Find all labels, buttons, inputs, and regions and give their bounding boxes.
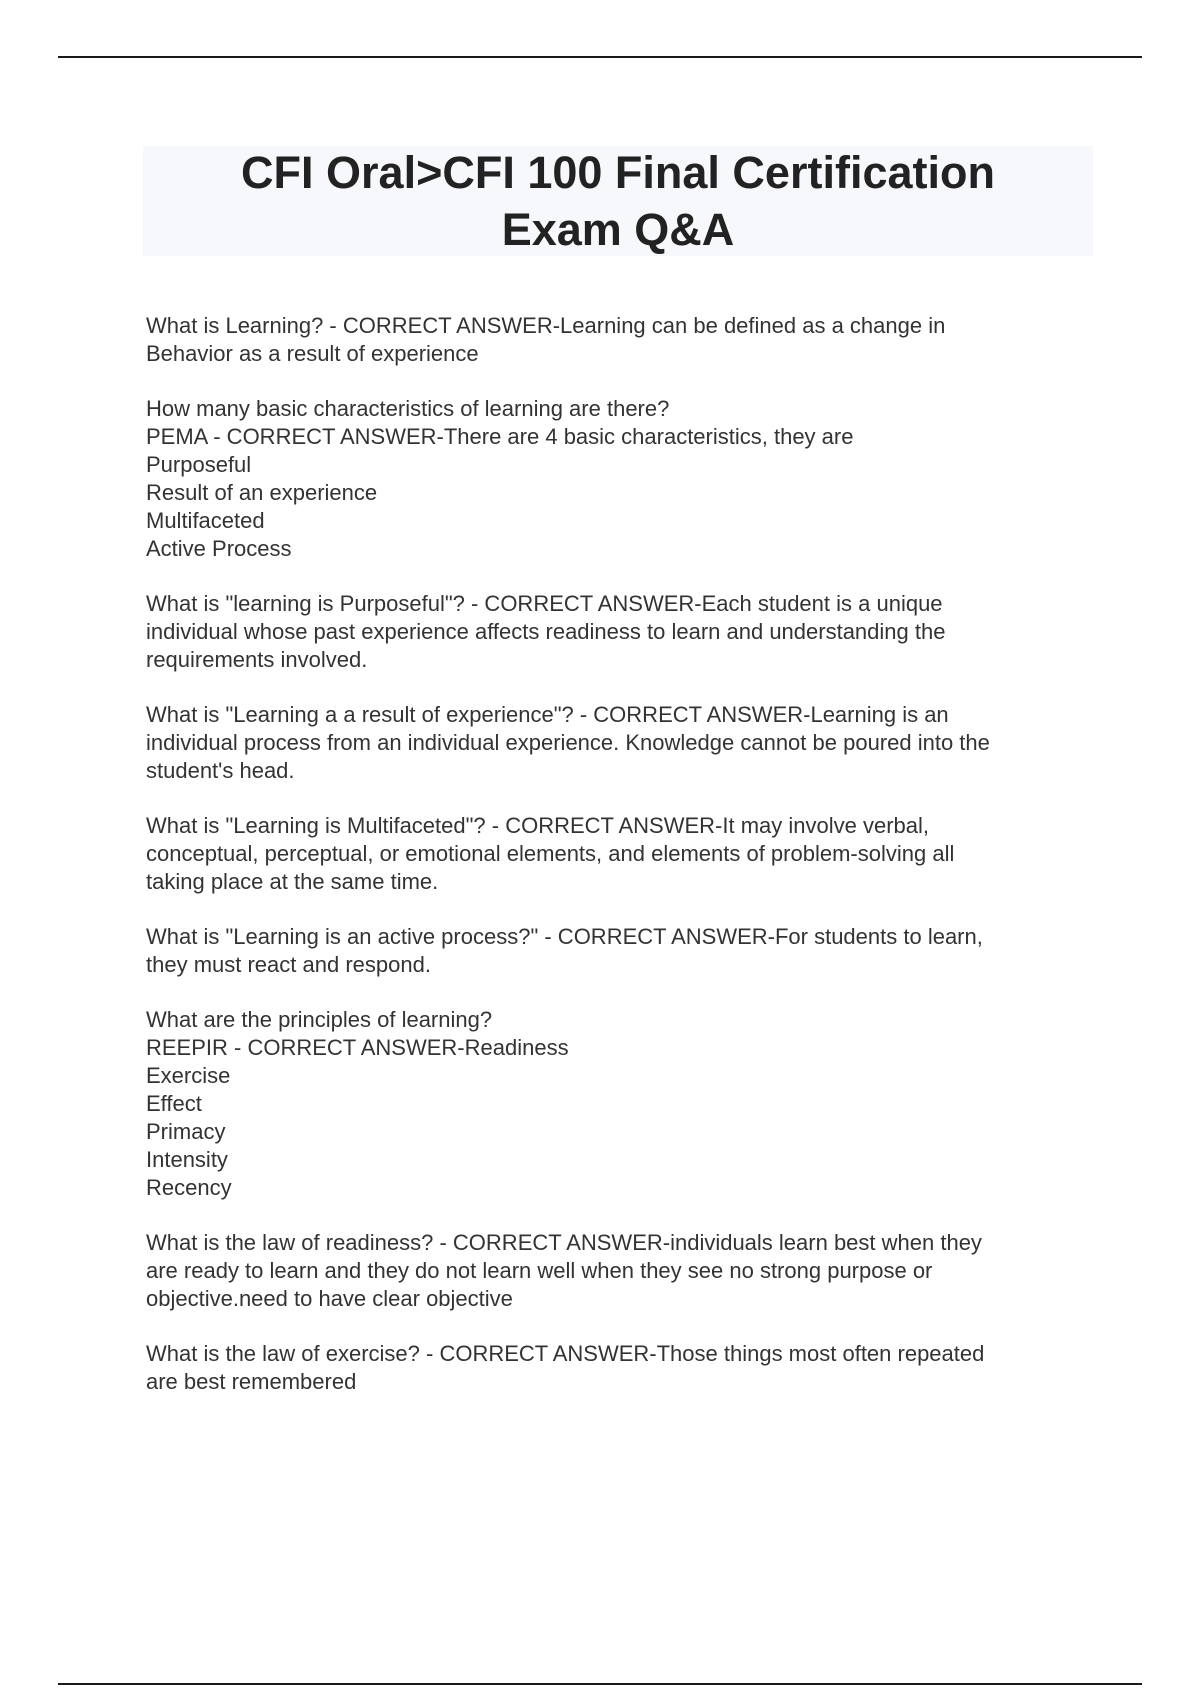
qa-line: individual process from an individual experience. Knowledge cannot be poured into the (146, 730, 990, 755)
qa-line: REEPIR - CORRECT ANSWER-Readiness (146, 1035, 569, 1060)
qa-line: Exercise (146, 1063, 231, 1088)
qa-list (146, 312, 1086, 1423)
qa-line: Multifaceted (146, 508, 265, 533)
qa-line: individual whose past experience affects readiness to learn and understanding the (146, 619, 946, 644)
qa-line: taking place at the same time. (146, 869, 439, 894)
qa-line: What is the law of exercise? - CORRECT ANSWER-Those things most often repeated (146, 1341, 985, 1366)
qa-line: Result of an experience (146, 480, 378, 505)
top-rule (58, 56, 1142, 58)
qa-item (146, 701, 1086, 785)
qa-item (146, 1340, 1086, 1396)
qa-line: PEMA - CORRECT ANSWER-There are 4 basic characteristics, they are (146, 424, 854, 449)
qa-line: Recency (146, 1175, 232, 1200)
qa-line: What is Learning? - CORRECT ANSWER-Learning can be defined as a change in (146, 313, 946, 338)
qa-line: What are the principles of learning? (146, 1007, 493, 1032)
qa-item (146, 812, 1086, 896)
qa-item (146, 395, 1086, 563)
qa-line: are best remembered (146, 1369, 357, 1394)
qa-item (146, 590, 1086, 674)
title-line-1: CFI Oral>CFI 100 Final Certification (241, 147, 995, 198)
title-line-2: Exam Q&A (501, 204, 735, 255)
qa-line: Behavior as a result of experience (146, 341, 479, 366)
bottom-rule (58, 1683, 1142, 1685)
qa-line: Primacy (146, 1119, 226, 1144)
qa-item (146, 312, 1086, 368)
qa-line: Effect (146, 1091, 202, 1116)
qa-line: What is "Learning is an active process?" - CORRECT ANSWER-For students to learn, (146, 924, 983, 949)
qa-line: What is "Learning a a result of experience"? - CORRECT ANSWER-Learning is an (146, 702, 949, 727)
qa-line: they must react and respond. (146, 952, 431, 977)
qa-line: are ready to learn and they do not learn well when they see no strong purpose or (146, 1258, 933, 1283)
qa-line: Intensity (146, 1147, 228, 1172)
qa-line: student's head. (146, 758, 295, 783)
qa-line: requirements involved. (146, 647, 368, 672)
qa-item (146, 1006, 1086, 1202)
qa-item (146, 1229, 1086, 1313)
qa-line: conceptual, perceptual, or emotional elements, and elements of problem-solving all (146, 841, 955, 866)
qa-line: What is "Learning is Multifaceted"? - CORRECT ANSWER-It may involve verbal, (146, 813, 930, 838)
qa-line: Purposeful (146, 452, 252, 477)
qa-line: What is "learning is Purposeful"? - CORRECT ANSWER-Each student is a unique (146, 591, 943, 616)
qa-item (146, 923, 1086, 979)
document-title (168, 144, 1068, 258)
qa-line: objective.need to have clear objective (146, 1286, 513, 1311)
title-banner (143, 146, 1093, 256)
qa-line: How many basic characteristics of learning are there? (146, 396, 670, 421)
qa-line: What is the law of readiness? - CORRECT ANSWER-individuals learn best when they (146, 1230, 982, 1255)
qa-line: Active Process (146, 536, 292, 561)
